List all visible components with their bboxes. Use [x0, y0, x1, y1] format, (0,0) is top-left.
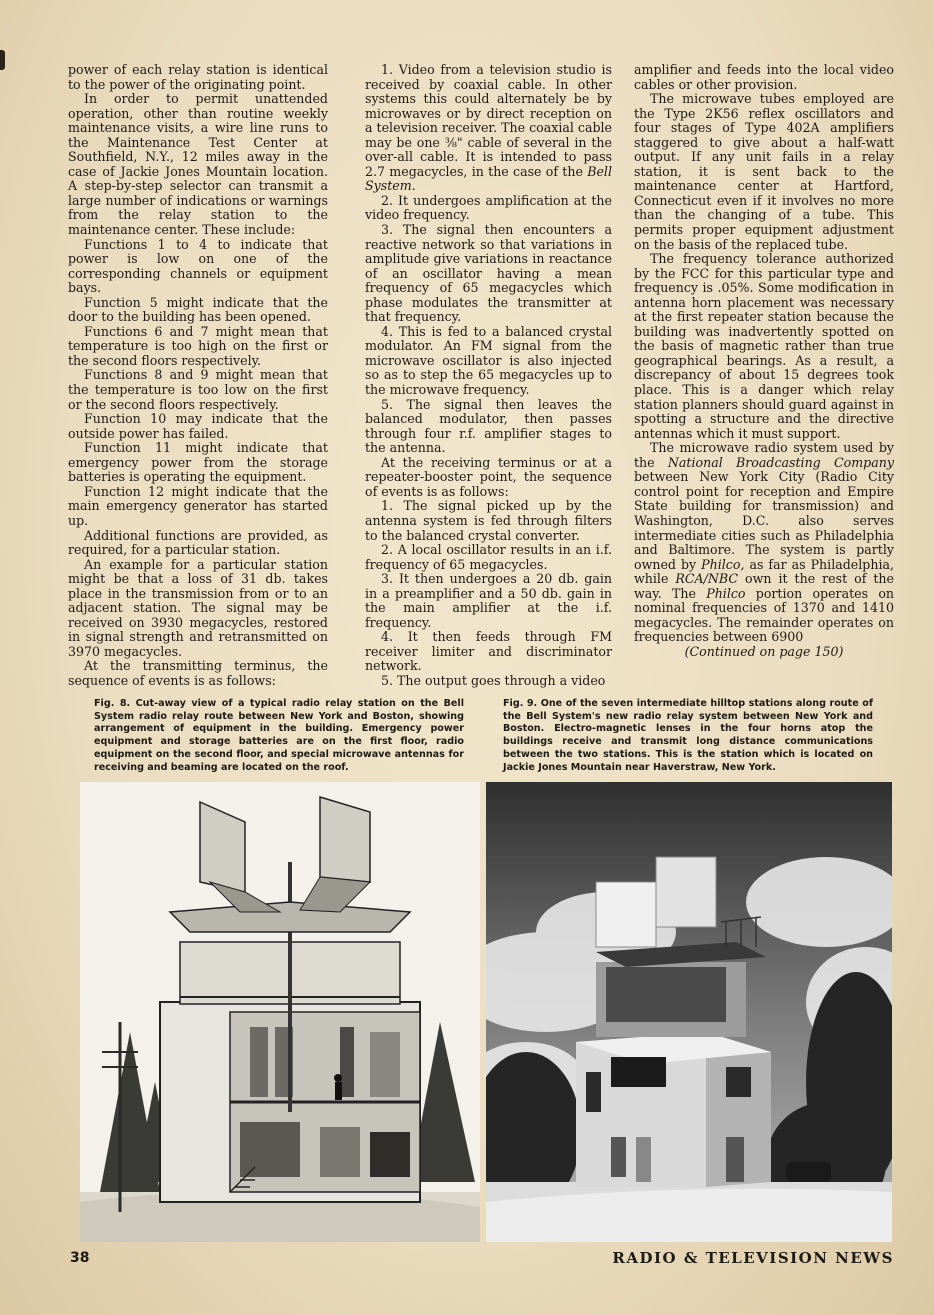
- paragraph: Functions 6 and 7 might mean that temperature is too high on the first or the second floors respectively.: [68, 323, 328, 368]
- paragraph: The frequency tolerance authorized by the FCC for this particular type and frequency is .05%. Some modification in antenna horn placement was necessary at the first repeater station because the building was inadvertently spotted on the basis of magnetic rather than true geographical bearings. As a result, a discrepancy of about 15 degrees took place. This is a danger which relay station planners should guard against in spotting a structure and the directive antennas which it must support.: [634, 251, 894, 441]
- paragraph: 3. The signal then encounters a reactive network so that variations in amplitude give variations in reactance of an oscillator having a mean frequency of 65 megacycles which phase modulates the transmitter at that frequency.: [365, 222, 612, 325]
- cutaway-drawing: [80, 782, 480, 1242]
- paragraph: 5. The signal then leaves the balanced modulator, then passes through four r.f. amplifier stages to the antenna.: [365, 396, 612, 456]
- station-photo: [486, 782, 892, 1242]
- paragraph: At the receiving terminus or at a repeater-booster point, the sequence of events is as follows:: [365, 454, 612, 499]
- paragraph: At the transmitting terminus, the sequence of events is as follows:: [68, 658, 328, 688]
- paragraph-text: between New York City (Radio City control point for reception and Empire State building for transmission) and Washington, D.C. also serves intermediate cities such as Philadelphia and Baltimore. The system is partly owned by: [634, 469, 894, 572]
- paragraph: 4. It then feeds through FM receiver limiter and discriminator network.: [365, 629, 612, 674]
- paragraph-text: The microwave radio system used by the: [634, 440, 894, 470]
- text-column-3: [634, 63, 894, 659]
- paragraph: An example for a particular station might be that a loss of 31 db. takes place in the transmission from or to an adjacent station. The signal may be received on 3930 megacycles, restored in signal strength and retransmitted on 3970 megacycles.: [68, 556, 328, 659]
- italic-name: Philco: [706, 585, 746, 601]
- continued-note: (Continued on page 150): [684, 643, 844, 659]
- text-column-1: [68, 63, 328, 689]
- paragraph: The microwave tubes employed are the Type 2K56 reflex oscillators and four stages of Type 402A amplifiers staggered to give about a half-watt output. If any unit fails in a relay station, it is sent back to the maintenance center at Hartford, Connecticut even if it involves no more than the changing of a tube. This permits proper equipment adjustment on the basis of the replaced tube.: [634, 91, 894, 252]
- italic-name: National Broadcasting Company: [667, 454, 894, 470]
- magazine-title: RADIO & TELEVISION NEWS: [612, 1249, 894, 1267]
- italic-name: Bell System.: [365, 163, 612, 194]
- paragraph-text: 1. Video from a television studio is received by coaxial cable. In other systems this could alternately be by microwaves or by direct reception on a television receiver. The coaxial cable may be one ⅜" cable of several in the over-all cable. It is intended to pass 2.7 megacycles, in the case of the: [365, 62, 612, 179]
- paragraph: Additional functions are provided, as required, for a particular station.: [68, 527, 328, 558]
- paragraph: amplifier and feeds into the local video cables or other provision.: [634, 62, 894, 92]
- paragraph: 5. The output goes through a video: [381, 672, 606, 688]
- paragraph: Function 12 might indicate that the main emergency generator has started up.: [68, 483, 328, 528]
- figure-9-station-photo: [486, 782, 892, 1242]
- paragraph-text: own it the rest of the way. The: [634, 571, 894, 601]
- paragraph-text: portion operates on nominal frequencies of 1370 and 1410 megacycles. The remainder operates on frequencies between 6900: [634, 585, 895, 645]
- paragraph: power of each relay station is identical to the power of the originating point.: [68, 62, 328, 92]
- figure-8-caption: Fig. 8. Cut-away view of a typical radio relay station on the Bell System radio relay route between New York and Boston, showing arrangement of equipment in the building. Emergency power equipment and storage batteries are on the first floor, radio equipment on the second floor, and special microwave antennas for receiving and beaming are located on the roof.: [94, 698, 464, 773]
- figure-8-cutaway-illustration: [80, 782, 480, 1242]
- figure-9-caption: Fig. 9. One of the seven intermediate hilltop stations along route of the Bell System's new radio relay system between New York and Boston. Electro-magnetic lenses in the four horns atop the buildings receive and transmit long distance communications between the two stations. This is the station which is located on Jackie Jones Mountain near Haverstraw, New York.: [503, 698, 873, 773]
- binding-mark: [0, 50, 5, 70]
- paragraph: Functions 8 and 9 might mean that the temperature is too low on the first or the second floors respectively.: [68, 367, 328, 412]
- paragraph: [634, 441, 894, 645]
- paragraph: Function 5 might indicate that the door to the building has been opened.: [68, 294, 328, 325]
- paragraph: 3. It then undergoes a 20 db. gain in a preamplifier and a 50 db. gain in the main amplifier at the i.f. frequency.: [365, 571, 612, 630]
- paragraph-text: as far as Philadelphia, while: [634, 556, 894, 587]
- paragraph: Functions 1 to 4 to indicate that power is low on one of the corresponding channels or equipment bays.: [68, 236, 328, 296]
- paragraph: 2. A local oscillator results in an i.f. frequency of 65 megacycles.: [365, 542, 612, 572]
- paragraph: [365, 63, 612, 194]
- paragraph: 4. This is fed to a balanced crystal modulator. An FM signal from the microwave oscillator is also injected so as to step the 65 megacycles up to the microwave frequency.: [365, 323, 612, 398]
- paragraph: 1. The signal picked up by the antenna system is fed through filters to the balanced crystal converter.: [365, 498, 612, 543]
- italic-name: RCA/NBC: [675, 571, 739, 587]
- paragraph: 2. It undergoes amplification at the video frequency.: [365, 192, 612, 223]
- text-column-2: [365, 63, 612, 689]
- paragraph: Function 10 may indicate that the outside power has failed.: [68, 411, 328, 441]
- paragraph: In order to permit unattended operation, other than routine weekly maintenance visits, a wire line runs to the Maintenance Test Center at Southfield, N.Y., 12 miles away in the case of Jackie Jones Mountain location. A step-by-step selector can transmit a large number of indications or warnings from the relay station to the maintenance center. These include:: [68, 91, 328, 238]
- paragraph: Function 11 might indicate that emergency power from the storage batteries is operating the equipment.: [68, 440, 328, 485]
- italic-name: Philco,: [701, 556, 745, 572]
- page-number: 38: [70, 1250, 90, 1266]
